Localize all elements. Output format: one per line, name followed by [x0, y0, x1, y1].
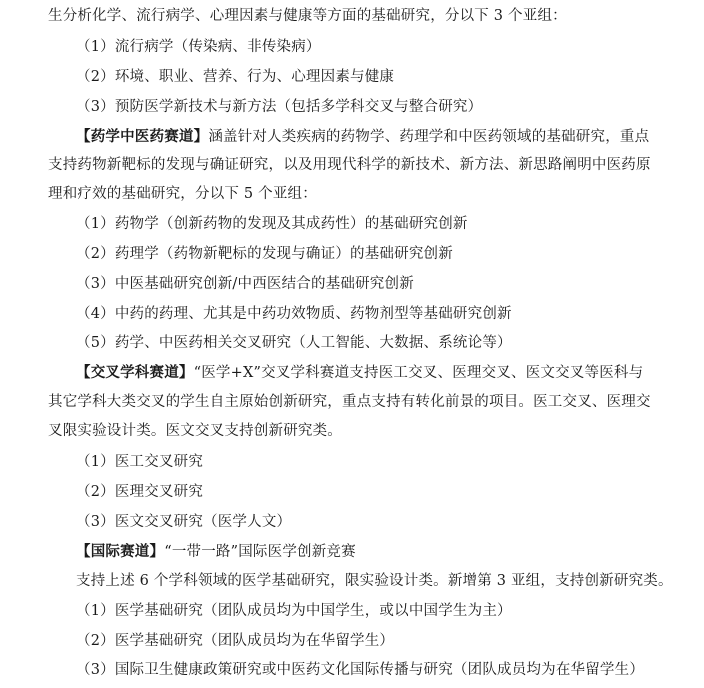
track-description: “医学+X”交叉学科赛道支持医工交叉、医理交叉、医文交叉等医科与: [193, 365, 644, 381]
list-item: （1）流行病学（传染病、非传染病）: [76, 39, 321, 55]
track-heading: 【国际赛道】: [76, 543, 165, 560]
list-item: （2）医理交叉研究: [76, 484, 204, 500]
list-item: （3）中医基础研究创新/中西医结合的基础研究创新: [76, 276, 414, 292]
paragraph-line: 叉限实验设计类。医文交叉支持创新研究类。: [48, 423, 342, 439]
track-heading: 【药学中医药赛道】: [76, 128, 209, 145]
track-paragraph: [76, 363, 643, 383]
paragraph-line: 理和疗效的基础研究，分以下 5 个亚组：: [48, 186, 317, 202]
track-paragraph: [76, 542, 356, 562]
paragraph-line: 支持药物新靶标的发现与确证研究，以及用现代科学的新技术、新方法、新思路阐明中医药原: [48, 157, 651, 173]
list-item: （2）医学基础研究（团队成员均为在华留学生）: [76, 633, 395, 649]
list-item: （4）中药的药理、尤其是中药功效物质、药物剂型等基础研究创新: [76, 306, 512, 322]
list-item: （1）药物学（创新药物的发现及其成药性）的基础研究创新: [76, 216, 468, 232]
list-item: （2）环境、职业、营养、行为、心理因素与健康: [76, 69, 395, 85]
list-item: （1）医学基础研究（团队成员均为中国学生，或以中国学生为主）: [76, 603, 512, 619]
track-paragraph: [76, 127, 649, 147]
list-item: （3）国际卫生健康政策研究或中医药文化国际传播与研究（团队成员均为在华留学生）: [76, 662, 645, 678]
intro-line: 生分析化学、流行病学、心理因素与健康等方面的基础研究，分以下 3 个亚组：: [48, 8, 567, 24]
paragraph-line: 支持上述 6 个学科领域的医学基础研究，限实验设计类。新增第 3 亚组，支持创新研究类。: [76, 573, 673, 589]
list-item: （3）预防医学新技术与新方法（包括多学科交叉与整合研究）: [76, 99, 483, 115]
list-item: （3）医文交叉研究（医学人文）: [76, 514, 292, 530]
list-item: （1）医工交叉研究: [76, 454, 204, 470]
list-item: （5）药学、中医药相关交叉研究（人工智能、大数据、系统论等）: [76, 335, 512, 351]
paragraph-line: 其它学科大类交叉的学生自主原始创新研究，重点支持有转化前景的项目。医工交叉、医理交: [48, 394, 651, 410]
track-description: 涵盖针对人类疾病的药物学、药理学和中医药领域的基础研究，重点: [208, 129, 650, 145]
track-heading: 【交叉学科赛道】: [76, 364, 194, 381]
list-item: （2）药理学（药物新靶标的发现与确证）的基础研究创新: [76, 246, 453, 262]
track-description: “一带一路”国际医学创新竞赛: [164, 544, 356, 560]
